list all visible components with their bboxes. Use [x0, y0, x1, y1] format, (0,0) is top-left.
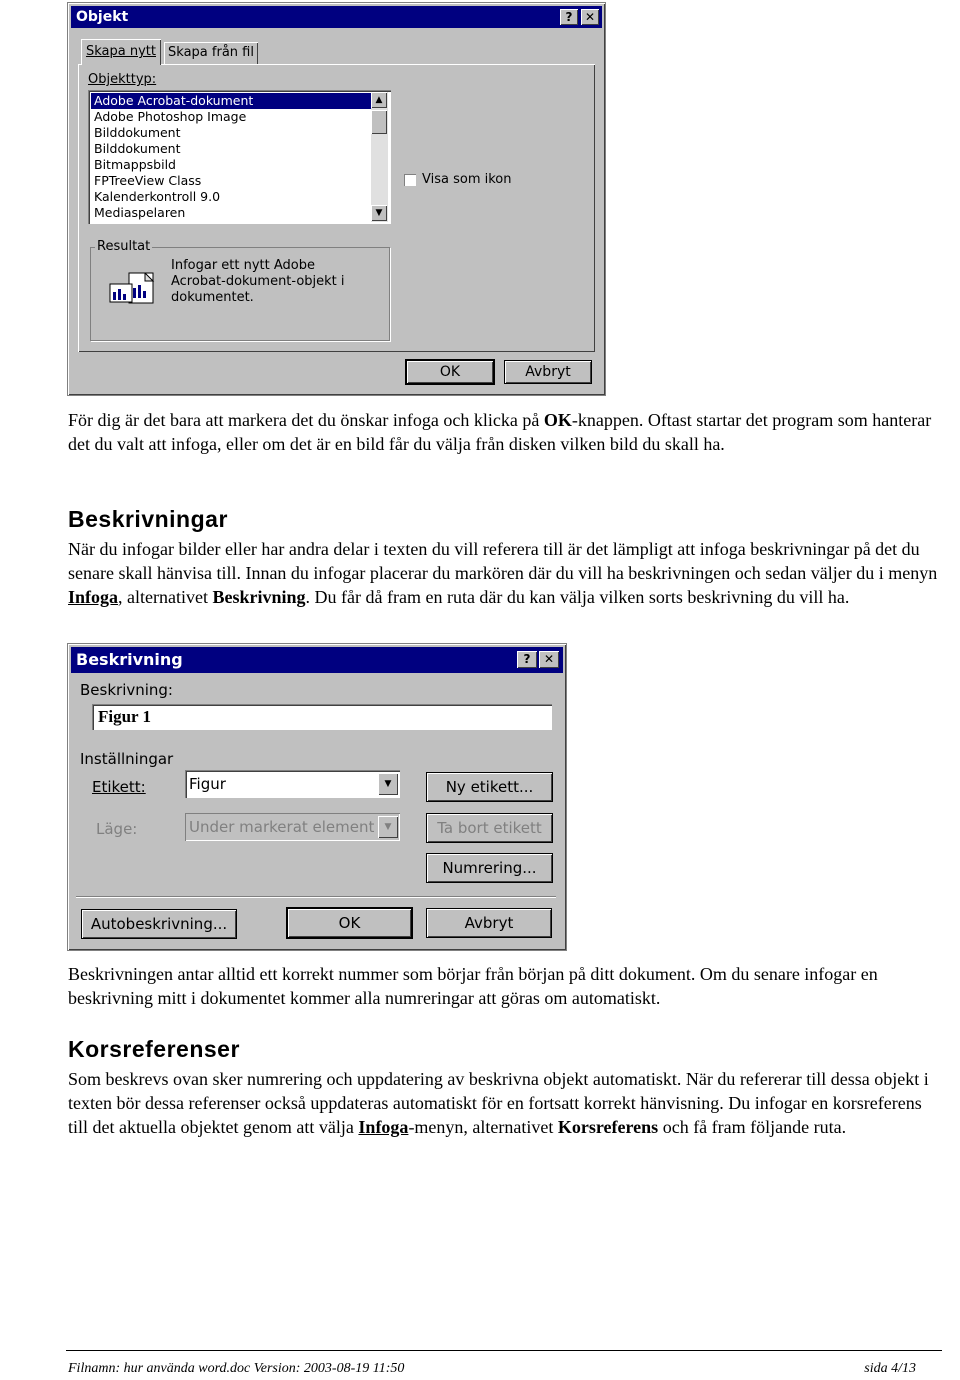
numbering-button[interactable]: Numrering... [427, 854, 552, 882]
beskrivning-dialog [67, 643, 567, 951]
result-line: Acrobat-dokument-objekt i [171, 274, 345, 289]
footer-page-number: sida 4/13 [864, 1361, 916, 1376]
label-label: Etikett: [92, 778, 146, 796]
menu-beskrivning: Beskrivning [212, 587, 306, 607]
caption-input[interactable] [92, 704, 552, 730]
caption-label: Beskrivning: [80, 681, 173, 699]
ok-button[interactable]: OK [288, 909, 411, 937]
dialog-title: Beskrivning [76, 650, 183, 669]
menu-korsreferens: Korsreferens [557, 1117, 659, 1137]
page-footer [66, 1350, 942, 1376]
ok-keyword: OK [543, 410, 572, 430]
ok-button[interactable]: OK [407, 361, 493, 383]
dialog-titlebar [71, 6, 602, 28]
label-select[interactable] [185, 770, 400, 798]
divider [76, 896, 556, 897]
object-type-item[interactable]: Bilddokument [94, 125, 181, 140]
paragraph-text: , alternativet [118, 587, 213, 607]
objekt-dialog [67, 2, 606, 396]
paragraph-text: -menyn, alternativet [408, 1117, 558, 1137]
list-scrollbar[interactable] [371, 92, 388, 222]
paragraph-numbering: Beskrivningen antar alltid ett korrekt nummer som börjar från början på ditt dokument. Om du senare infogar en beskrivning mitt i dokumentet kommer alla numreringar att göras om automatiskt. [68, 964, 878, 1008]
paragraph-text: Som beskrevs ovan sker numrering och uppdatering av beskrivna objekt automatiskt. När du refererar till dessa objekt i texten bör dessa referenser också uppdateras automatiskt för en fortsatt korrekt hänvisning. Du infogar en korsreferens till det aktuella objektet genom att välja [68, 1069, 929, 1137]
menu-infoga: Infoga [68, 587, 119, 607]
settings-label: Inställningar [80, 750, 174, 768]
tab-skapa-fran-fil[interactable] [164, 42, 258, 64]
close-button[interactable]: ✕ [539, 651, 559, 668]
footer-filename: Filnamn: hur använda word.doc Version: 2003-08-19 11:50 [68, 1361, 405, 1376]
help-button[interactable]: ? [560, 9, 578, 25]
show-as-icon-label: Visa som ikon [422, 172, 512, 187]
object-type-item[interactable]: Adobe Photoshop Image [94, 109, 247, 124]
paragraph-beskrivningar [68, 537, 938, 609]
object-type-item[interactable]: Bilddokument [94, 141, 181, 156]
dialog-title: Objekt [76, 9, 129, 25]
object-type-item[interactable]: Kalenderkontroll 9.0 [94, 189, 221, 204]
position-value: Under markerat element [189, 818, 375, 836]
paragraph-text: och få fram följande ruta. [658, 1117, 847, 1137]
object-type-item[interactable]: Mediaspelaren [94, 205, 186, 220]
heading-korsreferenser: Korsreferenser [68, 1036, 240, 1062]
object-type-list[interactable] [88, 90, 391, 224]
scroll-up-icon[interactable]: ▲ [371, 92, 387, 108]
paragraph-text: För dig är det bara att markera det du önskar infoga och klicka på [68, 410, 544, 430]
label-value: Figur [189, 775, 226, 793]
delete-label-button[interactable]: Ta bort etikett [427, 814, 552, 842]
caption-value: Figur 1 [98, 707, 152, 726]
dropdown-arrow-icon[interactable]: ▼ [378, 816, 398, 838]
result-label: Resultat [97, 239, 151, 254]
paragraph-korsreferenser [68, 1067, 938, 1139]
result-description [171, 258, 345, 306]
object-type-item[interactable]: Bitmappsbild [94, 157, 176, 172]
result-line: Infogar ett nytt Adobe [171, 258, 316, 273]
autocaption-button[interactable]: Autobeskrivning... [82, 910, 236, 938]
tab-panel [78, 64, 595, 352]
acrobat-document-icon [109, 272, 157, 308]
dropdown-arrow-icon[interactable]: ▼ [378, 773, 398, 795]
scroll-down-icon[interactable]: ▼ [371, 205, 387, 221]
position-label: Läge: [96, 820, 138, 838]
object-type-item[interactable]: Adobe Acrobat-dokument [91, 93, 371, 109]
cancel-button[interactable]: Avbryt [505, 361, 591, 383]
position-select[interactable] [185, 813, 400, 841]
object-type-item[interactable]: FPTreeView Class [94, 173, 202, 188]
cancel-button[interactable]: Avbryt [427, 909, 551, 937]
new-label-button[interactable]: Ny etikett... [427, 773, 552, 801]
object-type-label: Objekttyp: [88, 72, 157, 87]
paragraph-text: När du infogar bilder eller har andra delar i texten du vill referera till är det lämpligt att infoga beskrivningar på det du senare skall hänvisa till. Innan du infogar placerar du markören där du vill ha beskrivningen och sedan väljer du i menyn [68, 539, 938, 583]
paragraph-text: -knappen. Oftast startar det program som hanterar det du valt att infoga, eller om det är en bild får du välja från disken vilken bild du skall ha. [68, 410, 932, 454]
paragraph-intro [68, 408, 938, 456]
scroll-thumb[interactable] [371, 110, 387, 134]
result-line: dokumentet. [171, 290, 254, 305]
tab-skapa-nytt[interactable] [81, 39, 161, 65]
result-group [90, 239, 390, 341]
paragraph-text: . Du får då fram en ruta där du kan välja vilken sorts beskrivning du vill ha. [305, 587, 850, 607]
show-as-icon-checkbox[interactable] [404, 174, 416, 186]
close-button[interactable]: ✕ [581, 9, 599, 25]
help-button[interactable]: ? [517, 651, 537, 668]
menu-infoga: Infoga [358, 1117, 409, 1137]
heading-beskrivningar: Beskrivningar [68, 506, 228, 532]
tab-skapa-fran-fil-label: Skapa från fil [168, 45, 254, 60]
dialog-titlebar [71, 647, 563, 673]
tab-skapa-nytt-label: Skapa nytt [86, 44, 156, 59]
